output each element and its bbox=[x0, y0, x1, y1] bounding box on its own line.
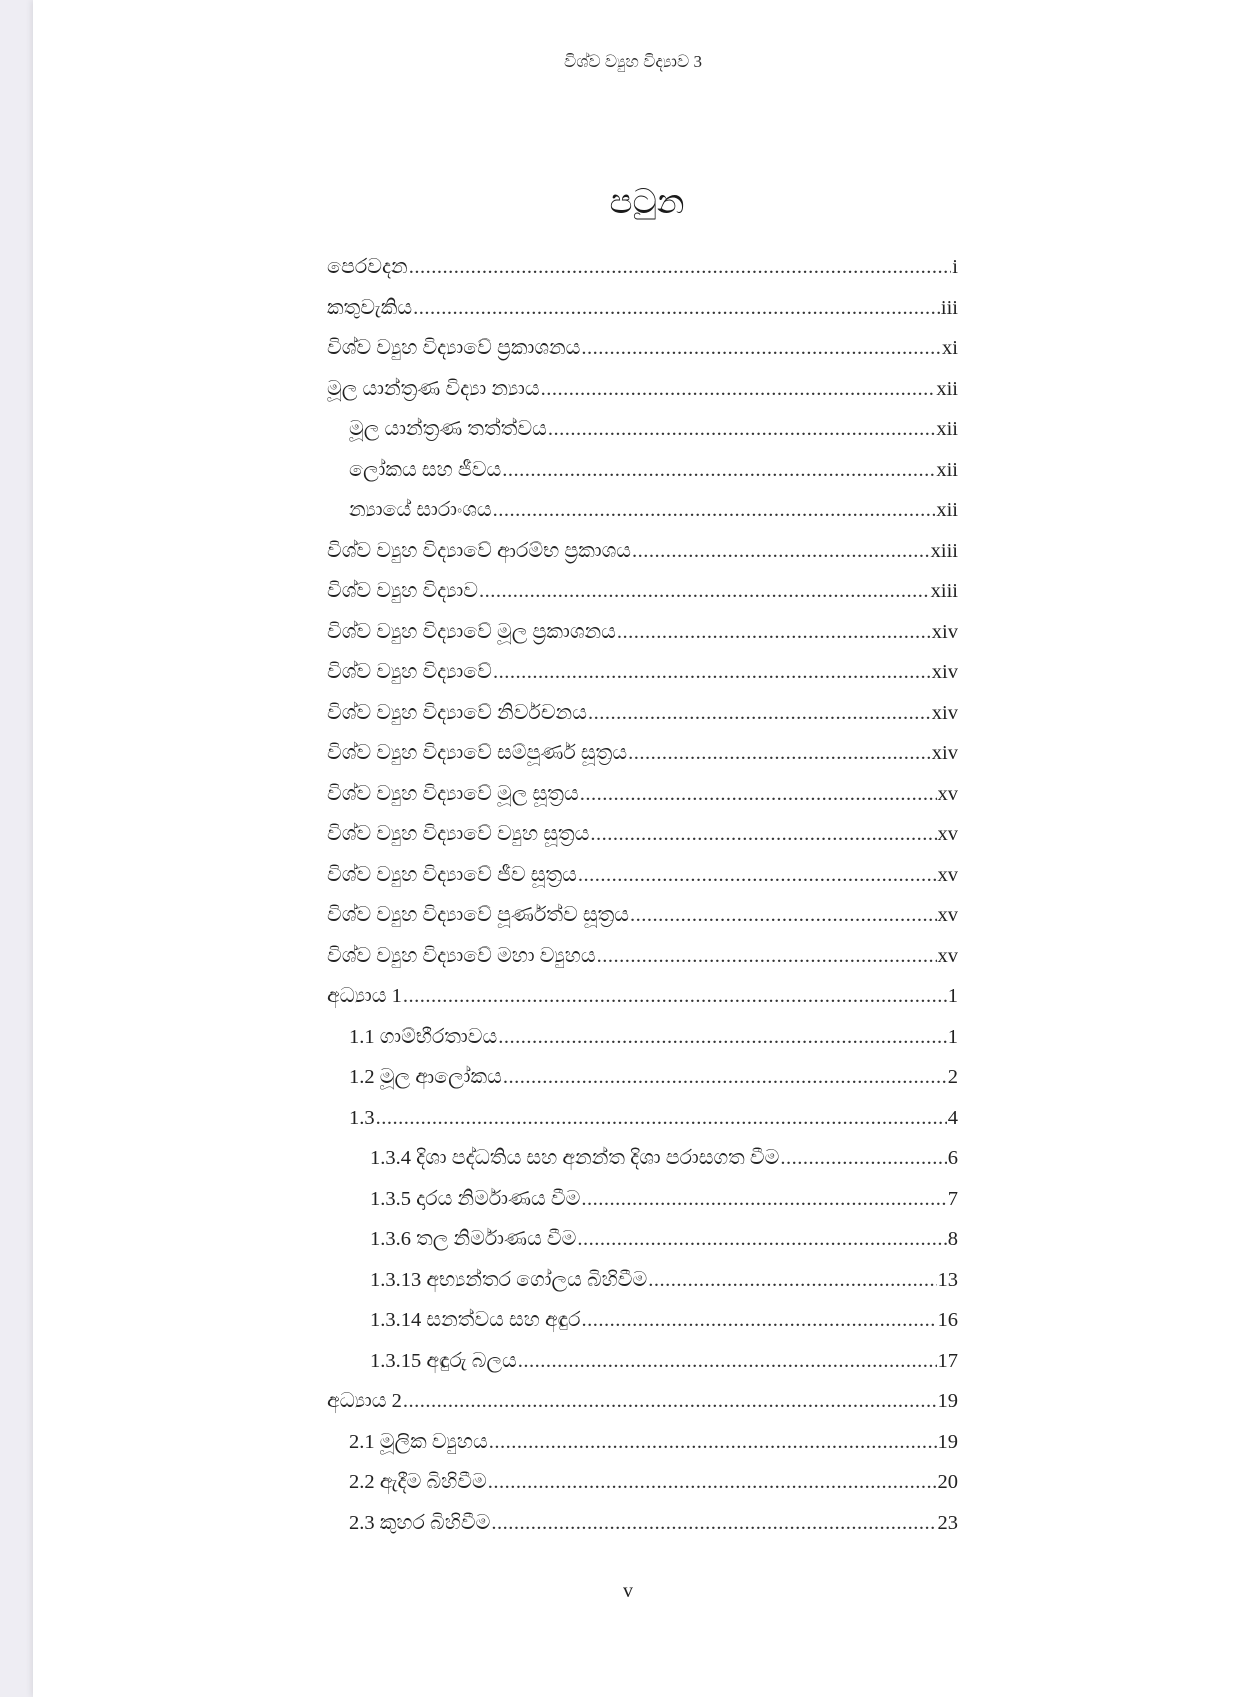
toc-dot-leader bbox=[502, 455, 935, 485]
toc-entry-label: විශ්ව ව්‍යුහ විද්‍යාවේ පූර්ණත්ව සූත්‍රය bbox=[327, 904, 629, 926]
toc-entry bbox=[327, 576, 958, 606]
toc-entry bbox=[370, 1265, 958, 1295]
toc-dot-leader bbox=[541, 374, 936, 404]
document-page bbox=[33, 0, 1241, 1697]
toc-entry-label: විශ්ව ව්‍යුහ විද්‍යාවේ මහා ව්‍යුහය bbox=[327, 944, 596, 967]
toc-entry bbox=[349, 414, 958, 444]
toc-dot-leader bbox=[493, 495, 936, 525]
toc-entry-page: 19 bbox=[937, 1390, 958, 1412]
toc-entry-page: xiv bbox=[931, 620, 958, 643]
toc-dot-leader bbox=[479, 576, 930, 606]
toc-entry bbox=[327, 617, 958, 647]
toc-entry bbox=[349, 495, 958, 525]
toc-entry bbox=[349, 1062, 958, 1092]
toc-entry-label: විශ්ව ව්‍යුහ විද්‍යාවේ ආරම්භ ප්‍රකාශය bbox=[327, 539, 631, 562]
toc-entry bbox=[327, 1386, 958, 1416]
toc-entry-page: xiv bbox=[931, 742, 958, 764]
toc-entry-label: පෙරවදන bbox=[327, 256, 408, 278]
toc-entry bbox=[349, 1427, 958, 1457]
toc-entry-page: xiv bbox=[931, 701, 958, 724]
toc-entry-label: විශ්ව ව්‍යුහ විද්‍යාවේ ප්‍රකාශනය bbox=[327, 337, 581, 359]
toc-entry-label: 2.2 ඇදීම බිහිවීම bbox=[349, 1471, 487, 1493]
toc-entry-page: 8 bbox=[947, 1228, 958, 1250]
toc-entry bbox=[327, 738, 958, 768]
toc-dot-leader bbox=[518, 1346, 937, 1376]
toc-entry-label: න්‍යායේ සාරාංශය bbox=[349, 499, 492, 521]
toc-entry-page: i bbox=[952, 256, 958, 278]
toc-entry bbox=[349, 1103, 958, 1133]
toc-dot-leader bbox=[648, 1265, 936, 1295]
toc-entry bbox=[370, 1184, 958, 1214]
toc-entry-label: විශ්ව ව්‍යුහ විද්‍යාව bbox=[327, 580, 478, 602]
toc-entry-label: මූල යාන්ත්‍රණ විද්‍යා න්‍යාය bbox=[327, 377, 540, 400]
page-number: v bbox=[623, 1580, 633, 1602]
toc-dot-leader bbox=[493, 657, 931, 687]
toc-dot-leader bbox=[577, 1224, 946, 1254]
toc-dot-leader bbox=[548, 414, 935, 444]
toc-entry-page: 2 bbox=[947, 1066, 958, 1088]
toc-entry-page: xii bbox=[936, 499, 958, 521]
toc-entry-label: විශ්ව ව්‍යුහ විද්‍යාවේ ව්‍යුහ සූත්‍රය bbox=[327, 823, 590, 845]
toc-entry bbox=[327, 657, 958, 687]
toc-entry-page: xii bbox=[936, 377, 958, 400]
toc-entry-label: 1.3 bbox=[349, 1106, 375, 1129]
toc-dot-leader bbox=[597, 941, 937, 971]
toc-entry-label: 2.1 මූලික ව්‍යුහය bbox=[349, 1430, 488, 1453]
toc-dot-leader bbox=[409, 252, 952, 282]
toc-entry-label: 2.3 කුහර බිහිවීම bbox=[349, 1511, 491, 1534]
toc-dot-leader bbox=[403, 981, 947, 1011]
toc-entry-page: xv bbox=[937, 944, 958, 967]
toc-dot-leader bbox=[403, 1386, 937, 1416]
toc-entry-page: 1 bbox=[947, 985, 958, 1007]
toc-entry bbox=[327, 860, 958, 890]
toc-dot-leader bbox=[488, 1467, 937, 1497]
toc-entry-page: xiv bbox=[931, 661, 958, 683]
toc-entry bbox=[370, 1224, 958, 1254]
toc-entry-page: xv bbox=[937, 863, 958, 886]
toc-dot-leader bbox=[498, 1022, 946, 1052]
toc-entry-page: 13 bbox=[937, 1268, 958, 1291]
toc-entry-label: 1.1 ගාම්භීරතාවය bbox=[349, 1025, 498, 1048]
toc-dot-leader bbox=[581, 333, 941, 363]
toc-entry-label: අධ්‍යාය 2 bbox=[327, 1390, 402, 1412]
toc-entry-label: මූල යාන්ත්‍රණ තත්ත්වය bbox=[349, 418, 547, 440]
toc-entry-page: 1 bbox=[947, 1025, 958, 1048]
toc-entry-page: 7 bbox=[947, 1187, 958, 1210]
toc-entry-page: 20 bbox=[937, 1471, 958, 1493]
toc-dot-leader bbox=[503, 1062, 947, 1092]
toc-entry-page: 16 bbox=[937, 1309, 958, 1331]
toc-entry bbox=[327, 293, 958, 323]
toc-entry bbox=[327, 536, 958, 566]
toc-dot-leader bbox=[489, 1427, 937, 1457]
toc-dot-leader bbox=[780, 1143, 946, 1173]
toc-entry-label: විශ්ව ව්‍යුහ විද්‍යාවේ මූල ප්‍රකාශනය bbox=[327, 620, 616, 643]
toc-entry-label: 1.3.15 අඳුරු බලය bbox=[370, 1349, 517, 1372]
toc-entry-label: විශ්ව ව්‍යුහ විද්‍යාවේ bbox=[327, 661, 492, 683]
toc-entry-page: xii bbox=[936, 458, 958, 481]
toc-entry-page: iii bbox=[940, 296, 958, 319]
toc-dot-leader bbox=[413, 293, 940, 323]
running-header: විශ්ව ව්‍යුහ විද්‍යාව 3 bbox=[564, 52, 702, 71]
toc-dot-leader bbox=[581, 1305, 936, 1335]
toc-entry-page: xv bbox=[937, 823, 958, 845]
toc-dot-leader bbox=[590, 819, 936, 849]
toc-entry-label: විශ්ව ව්‍යුහ විද්‍යාවේ මූල සූත්‍රය bbox=[327, 782, 579, 805]
toc-entry-label: අධ්‍යාය 1 bbox=[327, 985, 402, 1007]
toc-entry-label: විශ්ව ව්‍යුහ විද්‍යාවේ ජීව සූත්‍රය bbox=[327, 863, 577, 886]
toc-entry bbox=[327, 333, 958, 363]
toc-entry bbox=[327, 779, 958, 809]
toc-dot-leader bbox=[628, 738, 931, 768]
toc-entry bbox=[370, 1305, 958, 1335]
toc-entry-label: 1.3.6 තල නිර්මාණය වීම bbox=[370, 1228, 577, 1250]
toc-entry-page: 23 bbox=[937, 1511, 958, 1534]
toc-entry-page: xiii bbox=[930, 580, 958, 602]
toc-entry bbox=[327, 941, 958, 971]
toc-entry bbox=[349, 455, 958, 485]
toc-entry bbox=[327, 374, 958, 404]
toc-entry-label: විශ්ව ව්‍යුහ විද්‍යාවේ නිර්වචනය bbox=[327, 701, 587, 724]
toc-entry-label: කතුවැකිය bbox=[327, 296, 413, 319]
toc-entry bbox=[327, 698, 958, 728]
toc-dot-leader bbox=[491, 1508, 936, 1538]
toc-entry-page: xi bbox=[942, 337, 958, 359]
toc-dot-leader bbox=[578, 860, 937, 890]
toc-dot-leader bbox=[617, 617, 931, 647]
toc-dot-leader bbox=[376, 1103, 947, 1133]
toc-entry bbox=[349, 1508, 958, 1538]
toc-entry-label: විශ්ව ව්‍යුහ විද්‍යාවේ සම්පූර්ණ සූත්‍රය bbox=[327, 742, 628, 764]
toc-entry-page: xiii bbox=[930, 539, 958, 562]
toc-entry bbox=[327, 981, 958, 1011]
toc-entry-label: 1.3.4 දිශා පද්ධතිය සහ අනන්ත දිශා පරාසගත වීම bbox=[370, 1147, 780, 1169]
toc-entry-label: ලෝකය සහ ජීවය bbox=[349, 458, 502, 481]
toc-entry-page: xv bbox=[937, 904, 958, 926]
toc-entry-page: 4 bbox=[947, 1106, 958, 1129]
toc-entry-label: 1.3.14 සනත්වය සහ අඳුර bbox=[370, 1309, 581, 1331]
toc-entry-page: xv bbox=[937, 782, 958, 805]
toc-entry bbox=[349, 1022, 958, 1052]
toc-entry-page: 6 bbox=[947, 1147, 958, 1169]
toc-entry-label: 1.2 මූල ආලෝකය bbox=[349, 1066, 502, 1088]
toc-dot-leader bbox=[588, 698, 931, 728]
toc-entry-label: 1.3.5 දාරය නිර්මාණය වීම bbox=[370, 1187, 581, 1210]
toc-dot-leader bbox=[632, 536, 930, 566]
toc-entry bbox=[327, 819, 958, 849]
toc-title: පටුන bbox=[609, 184, 685, 221]
toc-entry-page: xii bbox=[936, 418, 958, 440]
toc-entry bbox=[327, 252, 958, 282]
toc-entry bbox=[370, 1143, 958, 1173]
toc-dot-leader bbox=[581, 1184, 946, 1214]
toc-dot-leader bbox=[630, 900, 937, 930]
toc-entry-label: 1.3.13 අභ්‍යන්තර ගෝලය බිහිවීම bbox=[370, 1268, 648, 1291]
toc-entry-page: 19 bbox=[937, 1430, 958, 1453]
toc-entry bbox=[349, 1467, 958, 1497]
toc-entry-page: 17 bbox=[937, 1349, 958, 1372]
toc-entry bbox=[370, 1346, 958, 1376]
toc-dot-leader bbox=[580, 779, 937, 809]
toc-entry bbox=[327, 900, 958, 930]
